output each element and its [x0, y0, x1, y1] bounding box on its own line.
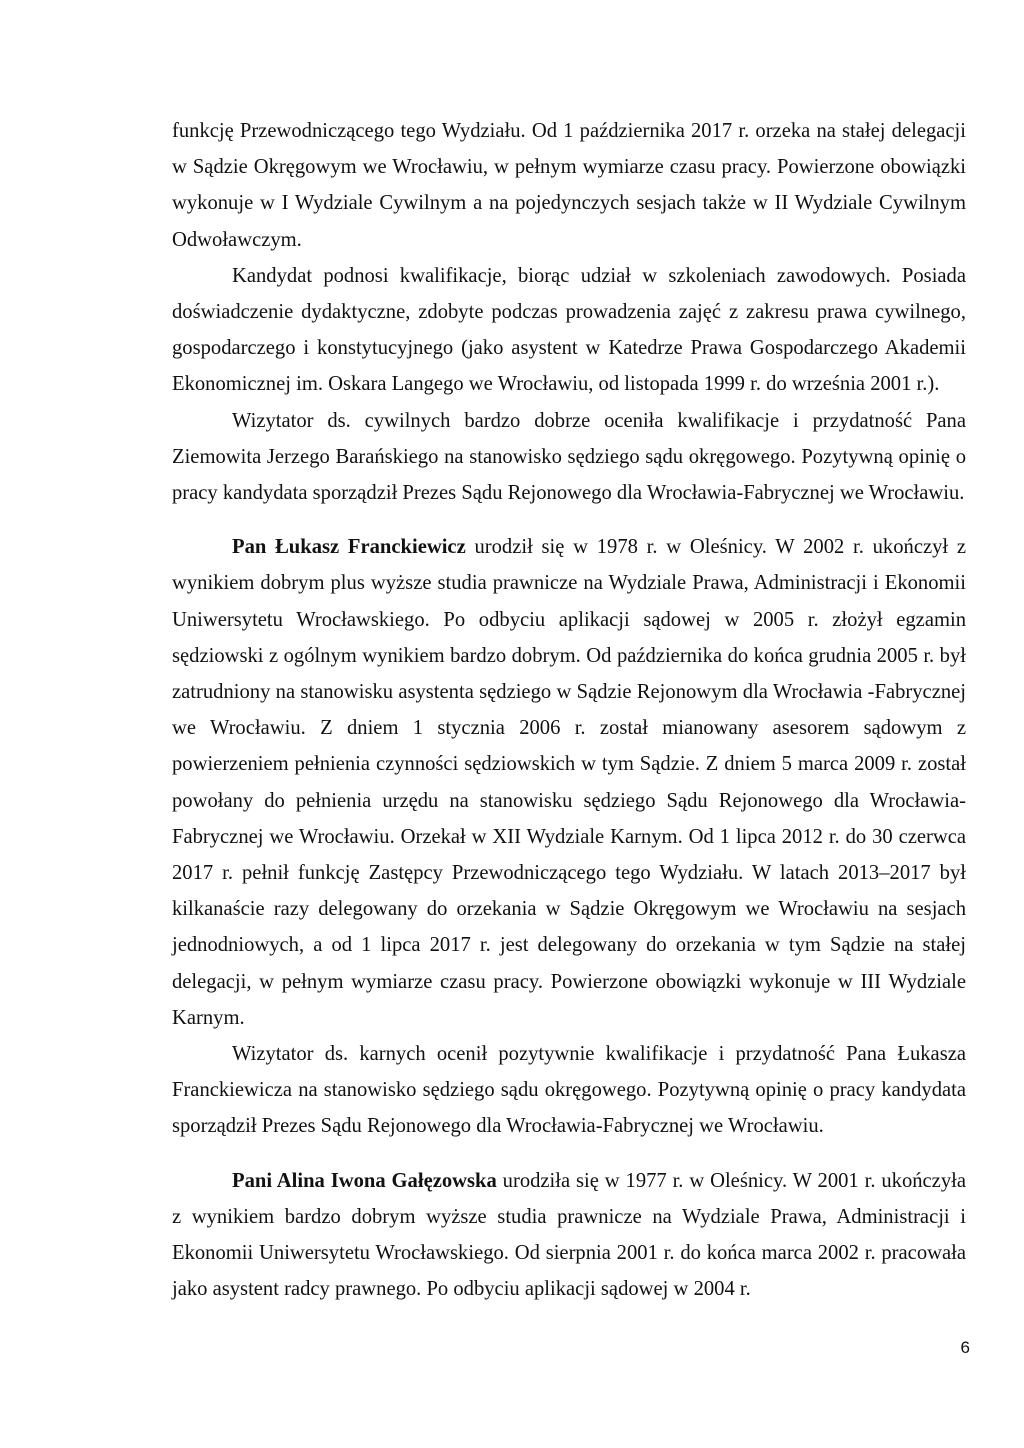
- paragraph-continuation: funkcję Przewodniczącego tego Wydziału. Od 1 października 2017 r. orzeka na stałej delegacji w Sądzie Okręgowym we Wrocławiu, w pełnym wymiarze czasu pracy. Powierzone obowiązki wykonuje w I Wydziale Cywilnym a na pojedynczych sesjach także w II Wydziale Cywilnym Odwoławczym.: [172, 120, 966, 251]
- document-body: [172, 113, 966, 1308]
- paragraph-candidate-galezowska: [172, 1163, 966, 1308]
- candidate-bio-galezowska: urodziła się w 1977 r. w Oleśnicy. W 2001 r. ukończyła z wynikiem bardzo dobrym wyższe studia prawnicze na Wydziale Prawa, Administracji i Ekonomii Uniwersytetu Wrocławskiego. Od sierpnia 2001 r. do końca marca 2002 r. pracowała jako asystent radcy prawnego. Po odbyciu aplikacji sądowej w 2004 r.: [172, 1169, 966, 1301]
- candidate-bio-franckiewicz: urodził się w 1978 r. w Oleśnicy. W 2002 r. ukończył z wynikiem dobrym plus wyższe studia prawnicze na Wydziale Prawa, Administracji i Ekonomii Uniwersytetu Wrocławskiego. Po odbyciu aplikacji sądowej w 2005 r. złożył egzamin sędziowski z ogólnym wynikiem bardzo dobrym. Od października do końca grudnia 2005 r. był zatrudniony na stanowisku asystenta sędziego w Sądzie Rejonowym dla Wrocławia -Fabrycznej we Wrocławiu. Z dniem 1 stycznia 2006 r. został mianowany asesorem sądowym z powierzeniem pełnienia czynności sędziowskich w tym Sądzie. Z dniem 5 marca 2009 r. został powołany do pełnienia urzędu na stanowisku sędziego Sądu Rejonowego dla Wrocławia-Fabrycznej we Wrocławiu. Orzekał w XII Wydziale Karnym. Od 1 lipca 2012 r. do 30 czerwca 2017 r. pełnił funkcję Zastępcy Przewodniczącego tego Wydziału. W latach 2013–2017 był kilkanaście razy delegowany do orzekania w Sądzie Okręgowym we Wrocławiu na sesjach jednodniowych, a od 1 lipca 2017 r. jest delegowany do orzekania w tym Sądzie na stałej delegacji, w pełnym wymiarze czasu pracy. Powierzone obowiązki wykonuje w III Wydziale Karnym.: [172, 536, 967, 1029]
- page-number: 6: [960, 1338, 970, 1357]
- paragraph-candidate-franckiewicz: [172, 529, 966, 1036]
- paragraph-qualifications: Kandydat podnosi kwalifikacje, biorąc udział w szkoleniach zawodowych. Posiada doświadczenie dydaktyczne, zdobyte podczas prowadzenia zajęć z zakresu prawa cywilnego, gospodarczego i konstytucyjnego (jako asystent w Katedrze Prawa Gospodarczego Akademii Ekonomicznej im. Oskara Langego we Wrocławiu, od listopada 1999 r. do września 2001 r.).: [172, 264, 966, 396]
- paragraph-inspector-opinion-criminal: Wizytator ds. karnych ocenił pozytywnie kwalifikacje i przydatność Pana Łukasza Franckiewicza na stanowisko sędziego sądu okręgowego. Pozytywną opinię o pracy kandydata sporządził Prezes Sądu Rejonowego dla Wrocławia-Fabrycznej we Wrocławiu.: [172, 1043, 966, 1138]
- candidate-name-galezowska: Pani Alina Iwona Gałęzowska: [232, 1169, 497, 1192]
- paragraph-inspector-opinion-civil: Wizytator ds. cywilnych bardzo dobrze oceniła kwalifikacje i przydatność Pana Ziemowita Jerzego Barańskiego na stanowisko sędziego sądu okręgowego. Pozytywną opinię o pracy kandydata sporządził Prezes Sądu Rejonowego dla Wrocławia-Fabrycznej we Wrocławiu.: [172, 409, 966, 505]
- candidate-name-franckiewicz: Pan Łukasz Franckiewicz: [232, 536, 466, 559]
